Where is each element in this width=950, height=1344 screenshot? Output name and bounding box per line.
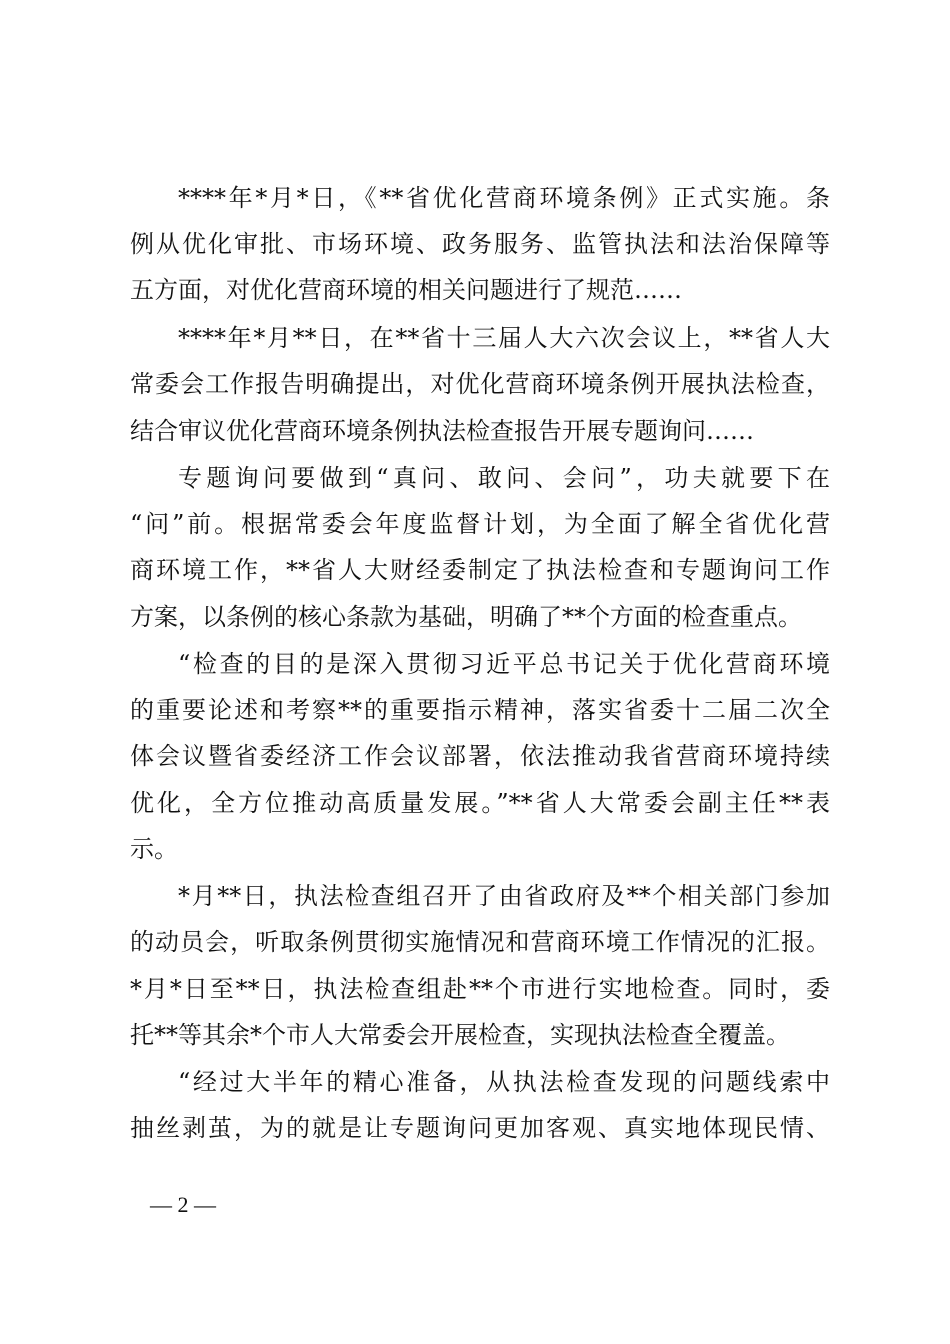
text-line: 商环境工作，**省人大财经委制定了执法检查和专题询问工作 [130, 556, 830, 584]
text-line: 的动员会，听取条例贯彻实施情况和营商环境工作情况的汇报。 [130, 928, 830, 956]
text-line: “经过大半年的精心准备，从执法检查发现的问题线索中 [178, 1068, 830, 1096]
text-line: ****年*月**日，在**省十三届人大六次会议上，**省人大 [178, 324, 830, 352]
page-number: — 2 — [150, 1192, 216, 1217]
text-line: 例从优化审批、市场环境、政务服务、监管执法和法治保障等 [130, 230, 830, 258]
text-line: 示。 [130, 835, 178, 863]
text-line: 的重要论述和考察**的重要指示精神，落实省委十二届二次全 [130, 696, 830, 724]
text-line: 五方面，对优化营商环境的相关问题进行了规范…… [130, 276, 682, 304]
text-line: 抽丝剥茧，为的就是让专题询问更加客观、真实地体现民情、 [130, 1114, 830, 1142]
text-line: 优化，全方位推动高质量发展。”**省人大常委会副主任**表 [130, 789, 830, 817]
text-line: ****年*月*日，《**省优化营商环境条例》正式实施。条 [178, 184, 830, 212]
text-line: “检查的目的是深入贯彻习近平总书记关于优化营商环境 [178, 650, 830, 678]
text-line: *月*日至**日，执法检查组赴**个市进行实地检查。同时，委 [130, 975, 830, 1003]
text-line: 专题询问要做到“真问、敢问、会问”，功夫就要下在 [178, 464, 830, 492]
text-line: 常委会工作报告明确提出，对优化营商环境条例开展执法检查， [130, 370, 830, 398]
text-line: 方案，以条例的核心条款为基础，明确了**个方面的检查重点。 [130, 603, 802, 631]
text-line: 结合审议优化营商环境条例执法检查报告开展专题询问…… [130, 417, 754, 445]
text-line: *月**日，执法检查组召开了由省政府及**个相关部门参加 [178, 882, 830, 910]
text-line: “问”前。根据常委会年度监督计划，为全面了解全省优化营 [130, 510, 830, 538]
text-line: 体会议暨省委经济工作会议部署，依法推动我省营商环境持续 [130, 742, 830, 770]
text-line: 托**等其余*个市人大常委会开展检查，实现执法检查全覆盖。 [130, 1021, 790, 1049]
